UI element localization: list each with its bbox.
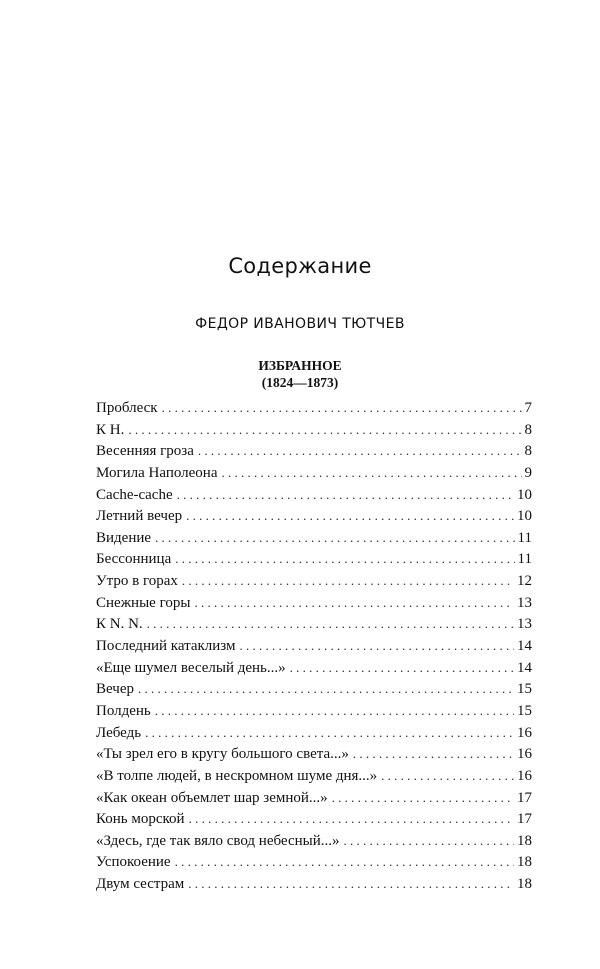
toc-entry-title: Лебедь — [96, 724, 142, 741]
toc-entry — [96, 851, 532, 873]
toc-entry-page-number: 18 — [517, 854, 532, 871]
toc-entry-page-number: 10 — [517, 486, 532, 503]
toc-entry — [96, 873, 532, 895]
toc-entry — [96, 722, 532, 744]
toc-dot-leader — [186, 505, 514, 527]
toc-entry — [96, 527, 532, 549]
toc-dot-leader — [138, 678, 514, 700]
author-name: ФЕДОР ИВАНОВИЧ ТЮТЧЕВ — [195, 316, 405, 332]
toc-entry-title: «В толпе людей, в нескромном шуме дня...» — [96, 767, 378, 784]
toc-entry — [96, 678, 532, 700]
toc-entry-page-number: 9 — [524, 464, 532, 481]
toc-dot-leader — [175, 548, 514, 570]
section-years: (1824—1873) — [261, 375, 339, 390]
toc-entry-title: Могила Наполеона — [96, 464, 218, 481]
toc-entry-page-number: 10 — [517, 508, 532, 525]
toc-entry-page-number: 13 — [517, 594, 532, 611]
toc-entry-title: Бессонница — [96, 551, 172, 568]
toc-entry-title: Конь морской — [96, 811, 185, 828]
toc-dot-leader — [381, 765, 514, 787]
toc-entry-title: Cache-cache — [96, 486, 173, 503]
toc-dot-leader — [332, 787, 514, 809]
toc-entry-title: Летний вечер — [96, 508, 183, 525]
toc-entry — [96, 548, 532, 570]
toc-entry-title: «Ты зрел его в кругу большого света...» — [96, 746, 349, 763]
toc-entry — [96, 484, 532, 506]
toc-dot-leader — [189, 808, 514, 830]
toc-entry — [96, 570, 532, 592]
toc-entry — [96, 505, 532, 527]
toc-entry — [96, 808, 532, 830]
toc-entry-page-number: 18 — [517, 832, 532, 849]
toc-entry-title: «Еще шумел веселый день...» — [96, 659, 286, 676]
toc-entry — [96, 743, 532, 765]
section-title: ИЗБРАННОЕ — [258, 358, 342, 373]
toc-entry — [96, 830, 532, 852]
toc-dot-leader — [188, 873, 514, 895]
toc-dot-leader — [162, 397, 522, 419]
toc-entry-page-number: 15 — [517, 681, 532, 698]
toc-dot-leader — [343, 830, 514, 852]
toc-entry-page-number: 14 — [517, 638, 532, 655]
toc-entry-page-number: 15 — [517, 702, 532, 719]
toc-entry — [96, 787, 532, 809]
toc-entry-page-number: 8 — [524, 421, 532, 438]
toc-dot-leader — [182, 570, 514, 592]
toc-entry-title: К Н. — [96, 421, 125, 438]
toc-entry-page-number: 16 — [517, 724, 532, 741]
toc-entry — [96, 462, 532, 484]
toc-entry-title: Утро в горах — [96, 573, 178, 590]
toc-entry — [96, 397, 532, 419]
toc-dot-leader — [175, 851, 514, 873]
toc-entry — [96, 419, 532, 441]
toc-entry — [96, 765, 532, 787]
toc-dot-leader — [128, 419, 521, 441]
toc-dot-leader — [155, 527, 515, 549]
toc-entry-title: Последний катаклизм — [96, 638, 236, 655]
toc-entry — [96, 592, 532, 614]
toc-entry — [96, 635, 532, 657]
toc-entry-page-number: 13 — [517, 616, 532, 633]
toc-dot-leader — [145, 722, 514, 744]
toc-entry-page-number: 14 — [517, 659, 532, 676]
toc-dot-leader — [198, 440, 522, 462]
toc-entry-page-number: 11 — [517, 529, 532, 546]
toc-entry-page-number: 17 — [517, 811, 532, 828]
toc-entry-page-number: 8 — [524, 443, 532, 460]
toc-entry — [96, 657, 532, 679]
toc-entry-title: Вечер — [96, 681, 134, 698]
toc-entry-title: Видение — [96, 529, 152, 546]
toc-entry-page-number: 16 — [517, 767, 532, 784]
toc-entry-page-number: 7 — [524, 400, 532, 416]
toc-entry-page-number: 11 — [517, 551, 532, 568]
toc-entry-title: «Здесь, где так вяло свод небесный...» — [96, 832, 340, 849]
toc-dot-leader — [147, 613, 514, 635]
toc-dot-leader — [155, 700, 514, 722]
page-title: Содержание — [228, 254, 372, 278]
toc-entry-title: Проблеск — [96, 400, 158, 416]
toc-entry-title: Весенняя гроза — [96, 443, 194, 460]
toc-entry-title: К N. N. — [96, 616, 143, 633]
toc-dot-leader — [177, 484, 514, 506]
toc-dot-leader — [194, 592, 514, 614]
toc-entry-page-number: 12 — [517, 573, 532, 590]
toc-entry — [96, 700, 532, 722]
table-of-contents — [96, 397, 532, 895]
toc-entry-title: Успокоение — [96, 854, 171, 871]
toc-dot-leader — [290, 657, 514, 679]
toc-entry — [96, 613, 532, 635]
toc-entry-page-number: 17 — [517, 789, 532, 806]
toc-entry — [96, 440, 532, 462]
toc-entry-page-number: 18 — [517, 876, 532, 893]
toc-entry-title: Двум сестрам — [96, 876, 185, 893]
toc-dot-leader — [240, 635, 514, 657]
toc-entry-title: «Как океан объемлет шар земной...» — [96, 789, 328, 806]
toc-entry-title: Полдень — [96, 702, 151, 719]
toc-dot-leader — [353, 743, 514, 765]
toc-dot-leader — [222, 462, 522, 484]
toc-entry-page-number: 16 — [517, 746, 532, 763]
toc-entry-title: Снежные горы — [96, 594, 191, 611]
